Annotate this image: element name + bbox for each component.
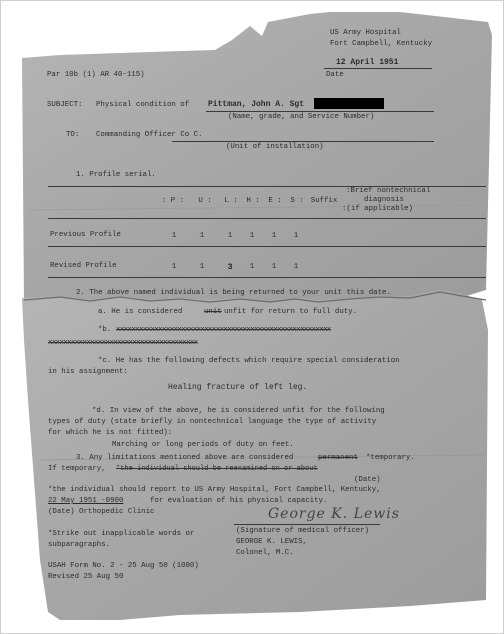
previous-profile-label: Previous Profile bbox=[50, 231, 121, 239]
brief-header-2: diagnosis bbox=[364, 196, 404, 204]
para2a-suffix: unfit for return to full duty. bbox=[224, 308, 358, 316]
strike-note-1: *Strike out inapplicable words or bbox=[48, 530, 195, 538]
para2b-struck-2: xxxxxxxxxxxxxxxxxxxxxxxxxxxxxxxxxxxxxxx bbox=[48, 339, 198, 347]
para3-report-line1: *the individual should report to US Army Hospital, Fort Campbell, Kentucky, bbox=[48, 486, 381, 494]
regulation-reference: Par 10b (1) AR 40-115) bbox=[47, 71, 145, 79]
para3-line1-struck: permanent bbox=[318, 454, 358, 462]
to-caption: (Unit of installation) bbox=[226, 143, 324, 151]
prev-S: 1 bbox=[293, 232, 299, 240]
prev-U: 1 bbox=[199, 232, 205, 240]
prev-L: 1 bbox=[227, 232, 233, 240]
previous-row-rule bbox=[48, 246, 486, 247]
para2c-defect: Healing fracture of left leg. bbox=[168, 383, 308, 392]
revised-row-rule bbox=[48, 277, 486, 278]
officer-name: GEORGE K. LEWIS, bbox=[236, 538, 307, 546]
para2d-line2: types of duty (state briefly in nontechnical language the type of activity bbox=[48, 418, 377, 426]
profile-heading: 1. Profile serial. bbox=[76, 171, 156, 179]
subject-label: SUBJECT: bbox=[47, 101, 83, 109]
signature-caption: (Signature of medical officer) bbox=[236, 527, 370, 535]
form-revised: Revised 25 Aug 50 bbox=[48, 573, 124, 581]
hospital-location: Fort Campbell, Kentucky bbox=[330, 40, 433, 48]
subject-rule bbox=[206, 111, 434, 112]
para2b-struck-1: xxxxxxxxxxxxxxxxxxxxxxxxxxxxxxxxxxxxxxxxxxxxxxxxxxxxxxxx bbox=[116, 326, 331, 334]
prev-E: 1 bbox=[271, 232, 277, 240]
signature: George K. Lewis bbox=[268, 506, 400, 522]
prev-P: 1 bbox=[171, 232, 177, 240]
col-suffix: Suffix bbox=[310, 197, 338, 205]
para3-line1-suffix: *temporary. bbox=[366, 454, 415, 462]
subject-text: Physical condition of bbox=[96, 101, 190, 109]
para3-line2-prefix: If temporary, bbox=[48, 465, 106, 473]
signature-rule bbox=[234, 524, 380, 525]
col-S: S : bbox=[290, 197, 304, 205]
para3-line1-prefix: 3. Any limitations mentioned above are considered bbox=[76, 454, 294, 462]
rev-H: 1 bbox=[249, 263, 255, 271]
form-number: USAH Form No. 2 - 25 Aug 50 (1000) bbox=[48, 562, 199, 570]
col-H: H : bbox=[246, 197, 260, 205]
to-label: TO: bbox=[66, 131, 80, 139]
strike-note-2: subparagraphs. bbox=[48, 541, 111, 549]
rev-E: 1 bbox=[271, 263, 277, 271]
para2d-line1: *d. In view of the above, he is considered unfit for the following bbox=[92, 407, 385, 415]
rev-U: 1 bbox=[199, 263, 205, 271]
date-rule bbox=[324, 68, 432, 69]
para2d-value: Marching or long periods of duty on feet. bbox=[112, 441, 294, 449]
brief-header-3: :(if applicable) bbox=[342, 205, 413, 213]
para2c-line1: *c. He has the following defects which require special consideration bbox=[98, 357, 400, 365]
paper-upper-piece bbox=[22, 12, 492, 304]
rev-P: 1 bbox=[171, 263, 177, 271]
subject-name: Pittman, John A. Sgt bbox=[208, 100, 305, 109]
to-value: Commanding Officer Co C. bbox=[96, 131, 203, 139]
para2c-line2: in his assignment: bbox=[48, 368, 128, 376]
brief-header-1: :Brief nontechnical bbox=[346, 187, 431, 195]
para2a-prefix: a. He is considered bbox=[98, 308, 183, 316]
col-P: : P : bbox=[161, 197, 185, 205]
para2b-prefix: *b. bbox=[98, 326, 112, 334]
para2d-line3: for which he is not fitted): bbox=[48, 429, 173, 437]
rev-L: 3 bbox=[227, 262, 233, 272]
subject-caption: (Name, grade, and Service Number) bbox=[228, 113, 375, 121]
rev-S: 1 bbox=[293, 263, 299, 271]
hospital-name: US Army Hospital bbox=[330, 29, 401, 37]
date-label: Date bbox=[326, 71, 344, 79]
para2-main: 2. The above named individual is being returned to your unit this date. bbox=[76, 289, 391, 297]
para2a-struck: unit bbox=[204, 308, 222, 316]
to-rule bbox=[172, 141, 434, 142]
para3-report-date: 22 May 1951 -0900 bbox=[48, 497, 124, 505]
revised-profile-label: Revised Profile bbox=[50, 262, 117, 270]
officer-rank: Colonel, M.C. bbox=[236, 549, 294, 557]
col-U: U : bbox=[198, 197, 212, 205]
redaction-bar bbox=[314, 98, 384, 109]
col-E: E : bbox=[268, 197, 282, 205]
prev-H: 1 bbox=[249, 232, 255, 240]
para3-report-line2: for evaluation of his physical capacity. bbox=[150, 497, 328, 505]
profile-header-rule bbox=[48, 218, 486, 219]
para3-clinic: (Date) Orthopedic Clinic bbox=[48, 508, 155, 516]
col-L: L : bbox=[224, 197, 238, 205]
para3-line2-struck: *the individual should be reexamined on or about bbox=[116, 465, 318, 473]
date-value: 12 April 1951 bbox=[336, 58, 399, 67]
para3-date-caption: (Date) bbox=[354, 476, 381, 484]
